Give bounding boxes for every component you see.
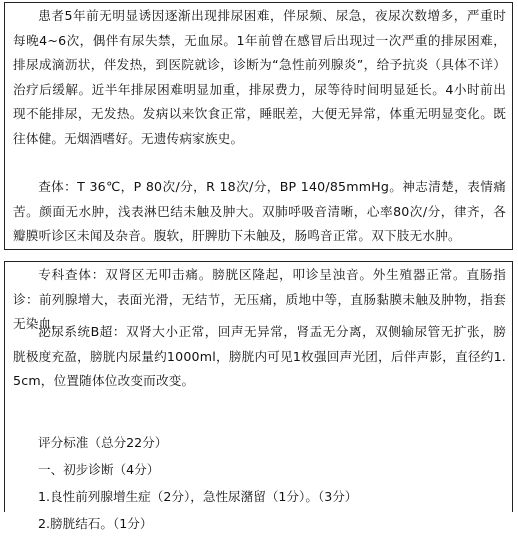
diagnosis-section-heading: 一、初步诊断（4分）: [38, 462, 160, 477]
scoring-title: 评分标准（总分22分）: [38, 435, 168, 450]
physical-exam-paragraph: 查体：T 36℃，P 80次/分，R 18次/分，BP 140/85mmHg。神志清楚，表情痛苦。颜面无水肿，浅表淋巴结未触及肿大。双肺呼吸音清晰，心率80次/分，律齐，各瓣膜听诊区未闻及杂音。腹软，肝脾肋下未触及，肠鸣音正常。双下肢无水肿。: [13, 179, 506, 244]
specialist-box: [4, 261, 513, 531]
ultrasound-paragraph: 泌尿系统B超：双肾大小正常，回声无异常，肾盂无分离，双侧输尿管无扩张，膀胱极度充盈，膀胱内尿量约1000ml，膀胱内可见1枚强回声光团，后伴声影，直径约1.5cm，位置随体位改变而改变。: [13, 324, 506, 389]
diagnosis-item-2: 2.膀胱结石。（1分）: [38, 516, 153, 531]
diagnosis-item-1: 1.良性前列腺增生症（2分），急性尿潴留（1分）。（3分）: [38, 489, 358, 504]
history-paragraph: 患者5年前无明显诱因逐渐出现排尿困难，伴尿频、尿急，夜尿次数增多，严重时每晚4~6次，偶伴有尿失禁，无血尿。1年前曾在感冒后出现过一次严重的排尿困难，排尿成滴沥状，伴发热，到医院就诊，诊断为“急性前列腺炎”，给予抗炎（具体不详）治疗后缓解。近半年排尿困难明显加重，排尿费力，尿等待时间明显延长。4小时前出现不能排尿，无发热。发病以来饮食正常，睡眠差，大便无异常，体重无明显变化。既往体健。无烟酒嗜好。无遗传病家族史。: [13, 8, 506, 146]
case-history-box: [4, 2, 513, 250]
specialist-exam-paragraph: 专科查体：双肾区无叩击痛。膀胱区隆起，叩诊呈浊音。外生殖器正常。直肠指诊：前列腺增大，表面光滑，无结节，无压痛，质地中等，直肠黏膜未触及肿物，指套无染血。: [13, 267, 506, 332]
